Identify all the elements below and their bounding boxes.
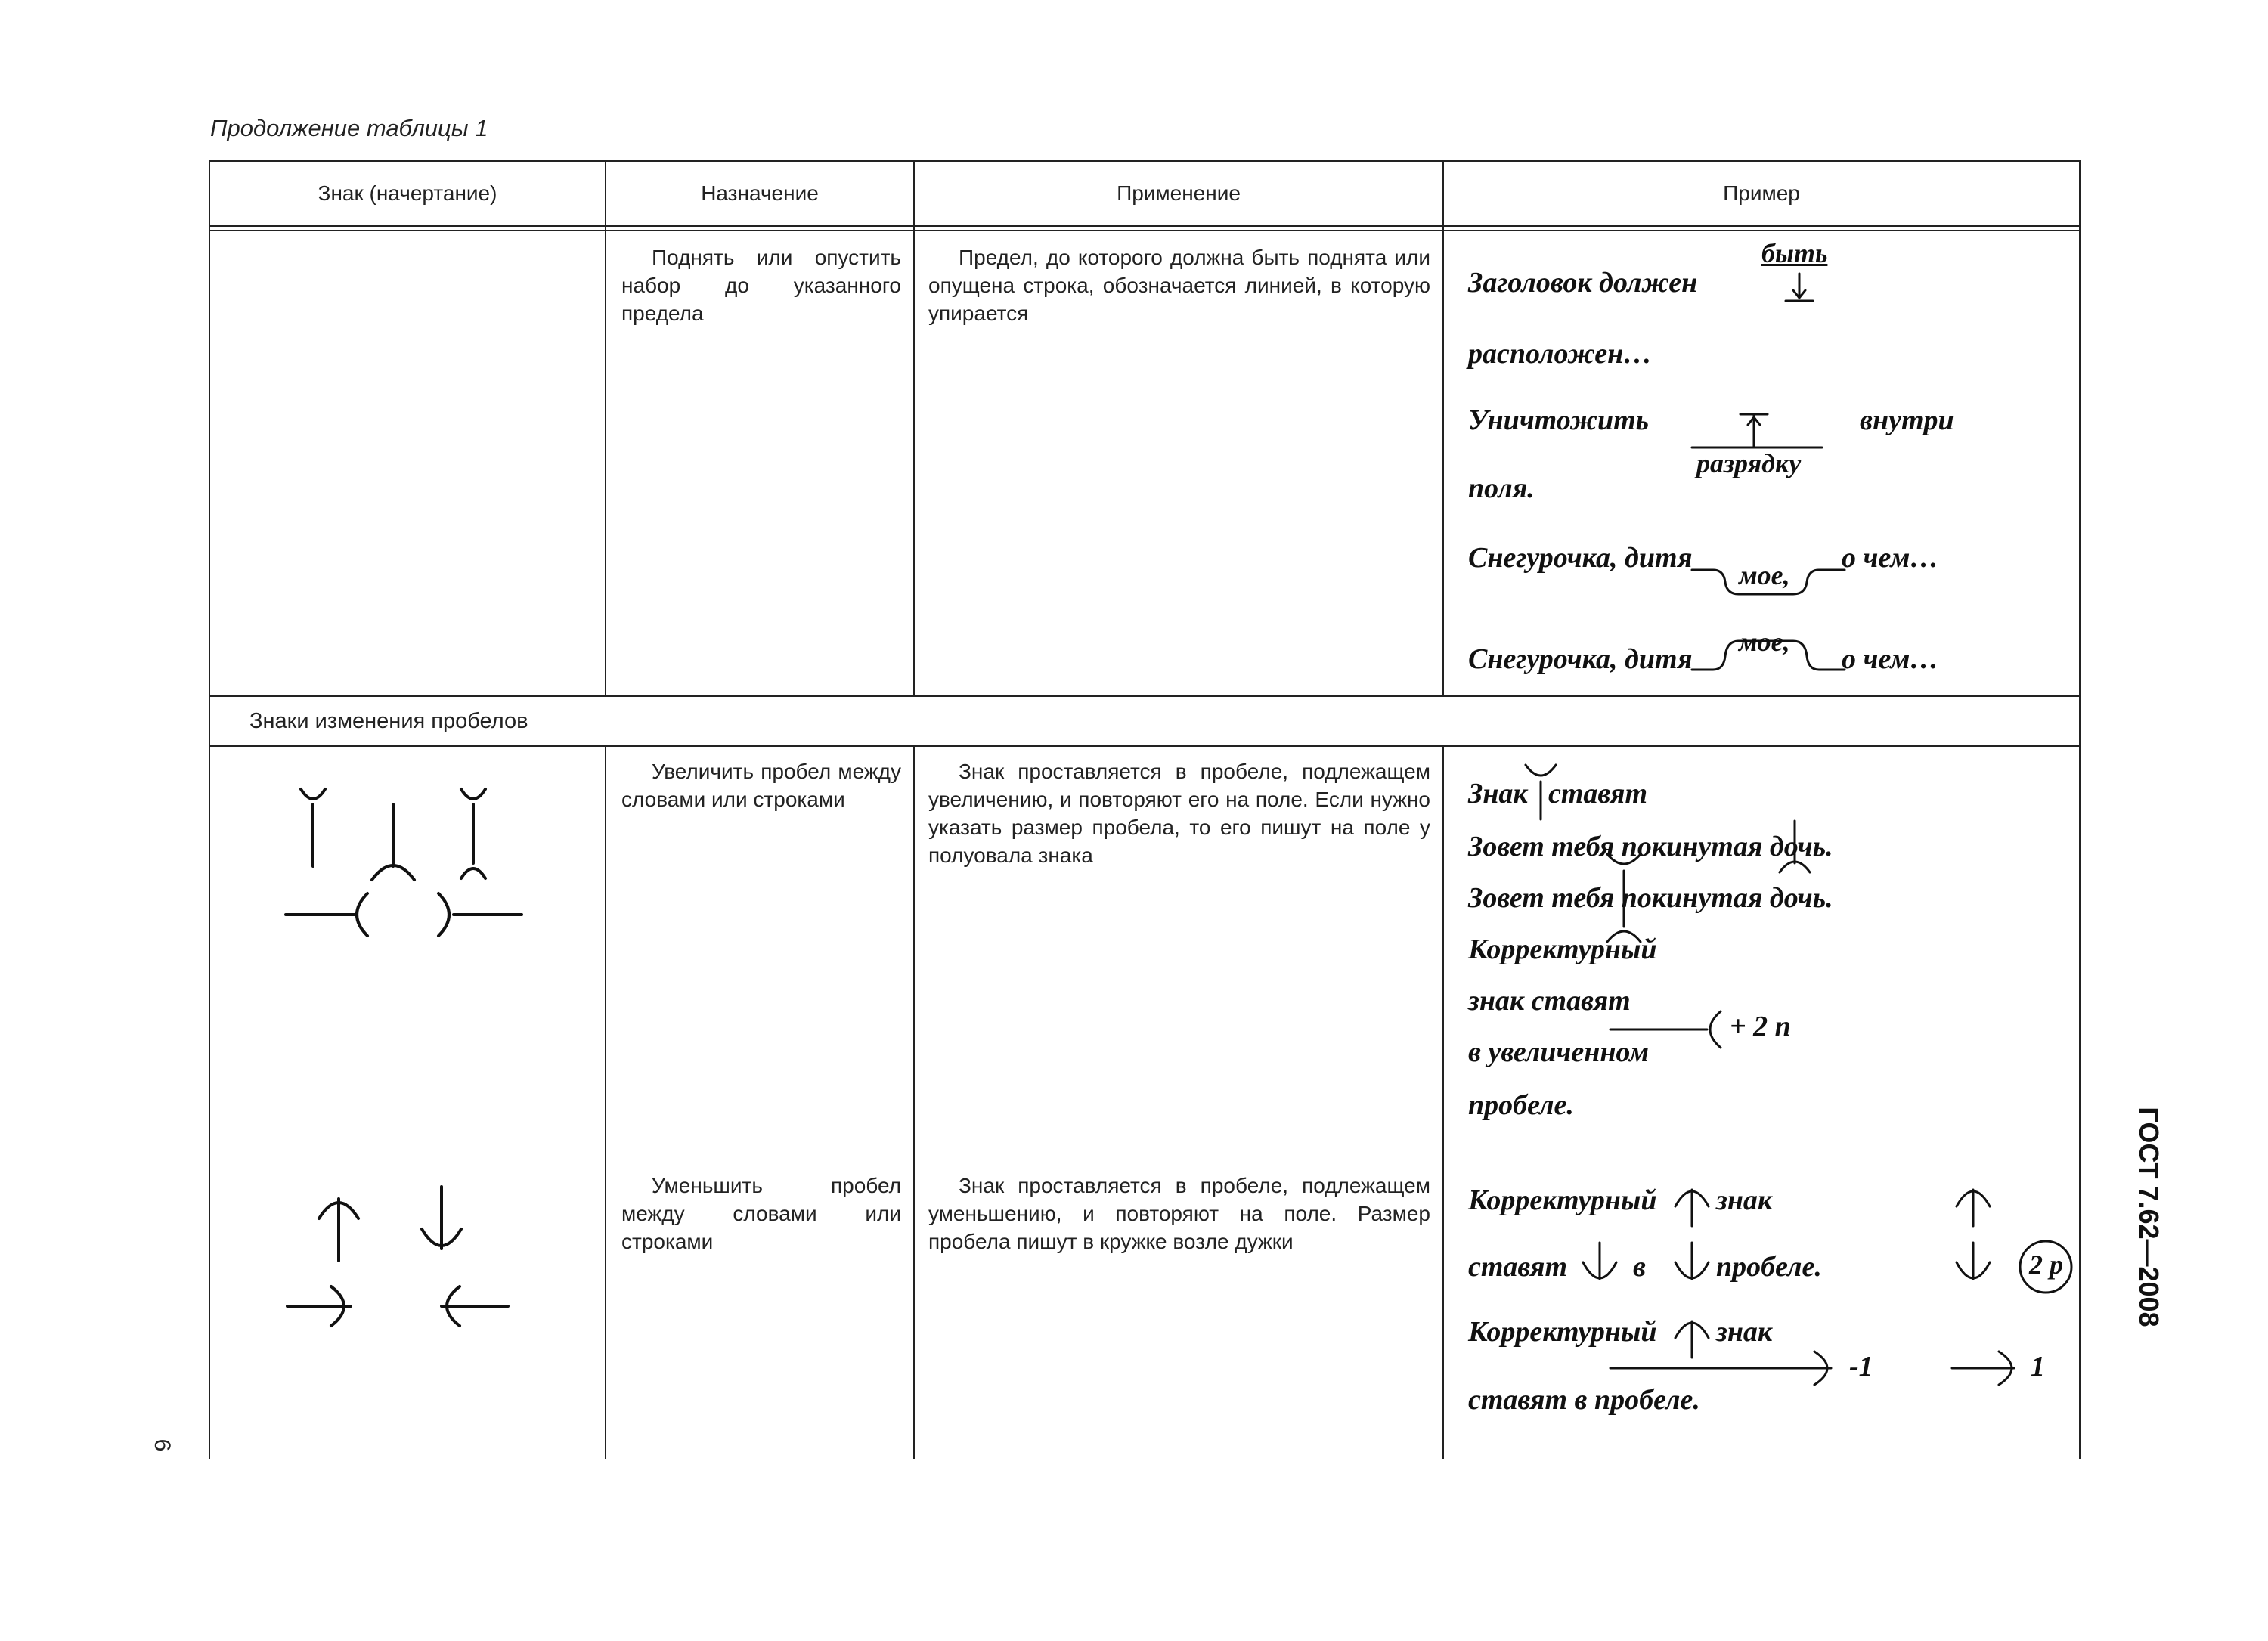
- group-title-spacing: Знаки изменения пробелов: [249, 709, 528, 733]
- example-about-raise: о чем…: [1842, 643, 1939, 675]
- example-inside-word: внутри: [1860, 404, 1954, 436]
- header-sign: Знак (начертание): [318, 181, 497, 205]
- example-word-byt: быть: [1761, 238, 1828, 268]
- page-number: 6: [150, 1438, 175, 1452]
- increase-space-signs-icon: [280, 779, 529, 945]
- inc-example-line6: в увеличенном: [1468, 1036, 1650, 1068]
- col-divider-2b: [913, 745, 915, 1459]
- inc-sign-dotsh-icon: [1772, 818, 1817, 878]
- dec-margin-down-icon: [1950, 1240, 1996, 1293]
- header-usage: Применение: [1117, 181, 1241, 205]
- example-about-lower: о чем…: [1842, 542, 1939, 574]
- lower-to-line-icon: [1777, 271, 1822, 308]
- dec-example-line3a: Корректурный: [1468, 1316, 1657, 1348]
- example-word-moe-lower: мое,: [1739, 560, 1790, 590]
- col-divider-3b: [1442, 745, 1444, 1459]
- dec-example-line1a: Корректурный: [1468, 1184, 1657, 1216]
- dec-line-note: -1: [1849, 1351, 1873, 1382]
- example-destroy-line: Уничтожить: [1468, 404, 1650, 436]
- purpose-decrease: Уменьшить пробел между словами или строками: [621, 1174, 901, 1253]
- example-heading-line: Заголовок должен: [1468, 267, 1698, 299]
- purpose-raise-lower: Поднять или опустить набор до указанного предела: [621, 246, 901, 325]
- dec-sign-down-icon-1: [1577, 1240, 1622, 1293]
- inc-example-line1a: Знак: [1468, 778, 1528, 810]
- inc-example-line1b: ставят: [1548, 778, 1648, 810]
- dec-example-line1b: знак: [1716, 1184, 1773, 1216]
- inc-margin-note: + 2 п: [1730, 1011, 1791, 1042]
- row-rule-2: [209, 745, 2081, 747]
- row-rule-1: [209, 695, 2081, 697]
- usage-raise-lower: Предел, до которого должна быть поднята или опущена строка, обозначается линией, в которую упирается: [928, 246, 1430, 325]
- dec-margin-up-icon: [1950, 1176, 1996, 1229]
- usage-increase: Знак проставляется в пробеле, подлежащем увеличению, и повторяют его на поле. Если нужно указать размер пробела, то его пишут на поле у полуовала знака: [928, 760, 1430, 867]
- example-word-razryadku: разрядку: [1696, 448, 1802, 478]
- example-located-line: расположен…: [1468, 338, 1653, 370]
- dec-margin-note: 1: [2031, 1351, 2045, 1382]
- col-divider-3: [1442, 160, 1444, 695]
- standard-code: ГОСТ 7.62—2008: [2133, 1107, 2164, 1327]
- raise-to-line-icon: [1689, 408, 1825, 454]
- decrease-space-signs-icon: [281, 1179, 523, 1338]
- header-example: Пример: [1723, 181, 1800, 205]
- inc-example-line2: Зовет тебя покинутая дочь.: [1468, 831, 1833, 862]
- inc-example-line7: пробеле.: [1468, 1089, 1574, 1121]
- dec-size-circle-value: 2 р: [2029, 1249, 2063, 1280]
- purpose-increase: Увеличить пробел между словами или строками: [621, 760, 901, 811]
- example-snegurochka-lower: Снегурочка, дитя: [1468, 542, 1693, 574]
- inc-example-line5: знак ставят: [1468, 985, 1631, 1017]
- dec-example-line2a: ставят: [1468, 1251, 1568, 1283]
- dec-example-line3b: знак: [1716, 1316, 1773, 1348]
- dec-example-line4: ставят в пробеле.: [1468, 1384, 1700, 1416]
- dec-sign-down-icon-2: [1669, 1240, 1715, 1293]
- example-field-line: поля.: [1468, 472, 1535, 504]
- header-rule-2: [209, 230, 2081, 231]
- col-divider-2: [913, 160, 915, 695]
- header-purpose: Назначение: [701, 181, 819, 205]
- col-divider-1: [605, 160, 606, 695]
- inc-sign-word-gap-icon: [1518, 760, 1579, 821]
- example-snegurochka-raise: Снегурочка, дитя: [1468, 643, 1693, 675]
- dec-example-line2c: пробеле.: [1716, 1251, 1822, 1283]
- dec-margin-line-icon: [1949, 1345, 2032, 1391]
- dec-sign-up-icon-1: [1669, 1176, 1715, 1229]
- inc-example-line3: Зовет тебя покинутая дочь.: [1468, 882, 1833, 914]
- col-divider-1b: [605, 745, 606, 1459]
- inc-example-line4: Корректурный: [1468, 934, 1657, 965]
- usage-decrease: Знак проставляется в пробеле, подлежащем уменьшению, и повторяют на поле. Размер пробела пишут в кружке возле дужки: [928, 1174, 1430, 1253]
- dec-example-line2b: в: [1633, 1251, 1646, 1283]
- table-caption: Продолжение таблицы 1: [210, 115, 488, 141]
- example-word-moe-raise: мое,: [1739, 627, 1790, 657]
